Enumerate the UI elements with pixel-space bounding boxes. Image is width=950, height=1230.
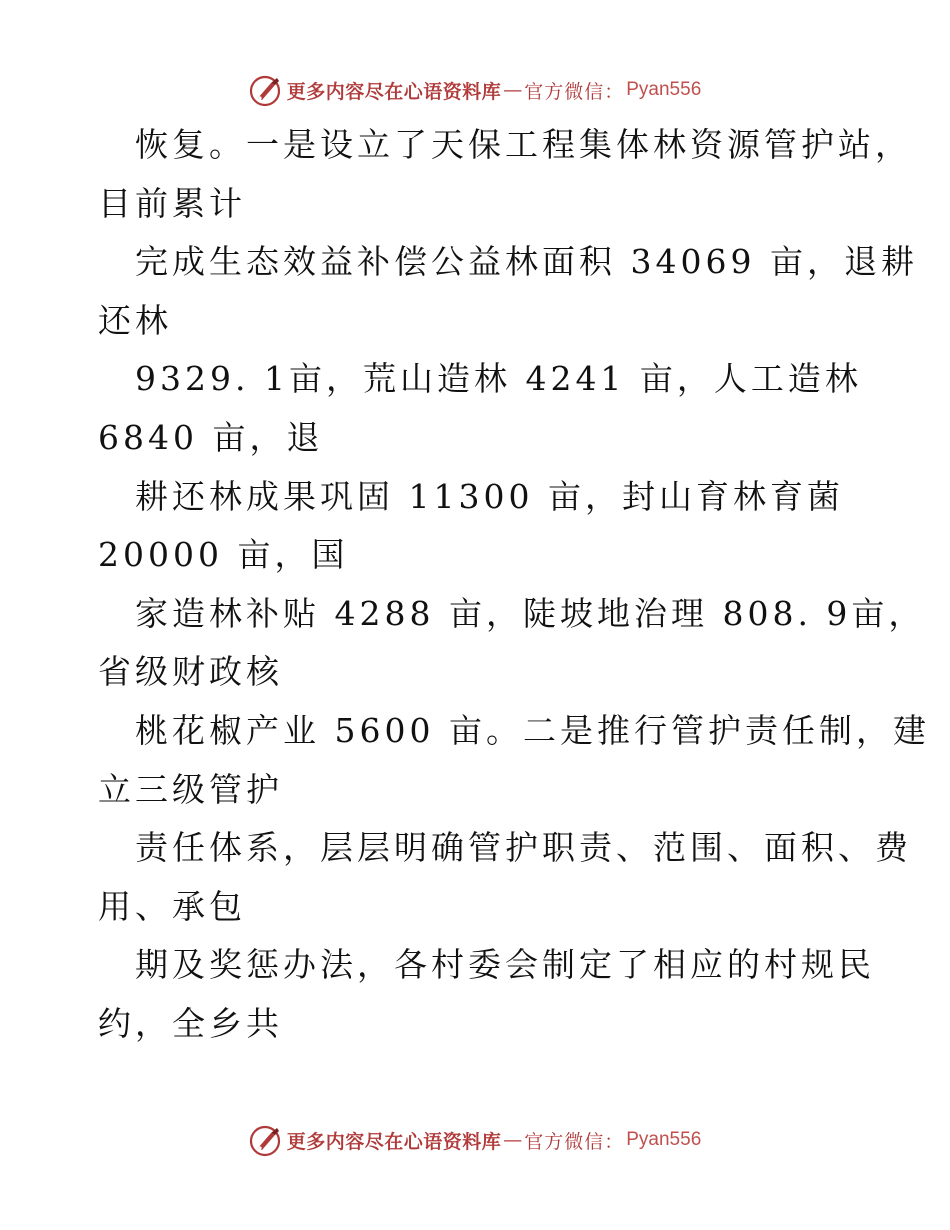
banner-wechat-label: 官方微信：	[524, 80, 625, 103]
body-line: 耕还林成果巩固 11300 亩，封山育林育菌	[135, 476, 844, 516]
document-body	[98, 116, 930, 1054]
body-line: 6840 亩，退	[98, 417, 324, 457]
body-line: 家造林补贴 4288 亩，陡坡地治理 808. 9亩，	[135, 593, 926, 633]
body-line: 约，全乡共	[98, 1003, 283, 1043]
header-banner	[0, 70, 950, 110]
body-line: 9329. 1亩，荒山造林 4241 亩，人工造林	[135, 359, 862, 399]
body-line: 期及奖惩办法，各村委会制定了相应的村规民	[135, 945, 875, 985]
body-line: 20000 亩，国	[98, 535, 349, 575]
banner-wechat-id: Pyan556	[626, 1129, 702, 1150]
body-line: 桃花椒产业 5600 亩。二是推行管护责任制，建	[135, 710, 930, 750]
body-line: 省级财政核	[98, 652, 283, 692]
banner-slogan: 更多内容尽在心语资料库	[286, 1130, 502, 1153]
body-line: 目前累计	[98, 183, 246, 223]
footer-banner	[0, 1120, 950, 1160]
banner-wechat-label: 官方微信：	[524, 1130, 625, 1153]
banner-dash: —	[503, 1129, 523, 1151]
pen-logo-icon	[249, 73, 283, 107]
body-line: 完成生态效益补偿公益林面积 34069 亩，退耕	[135, 242, 918, 282]
body-line: 立三级管护	[98, 769, 283, 809]
body-line: 恢复。一是设立了天保工程集体林资源管护站，	[135, 125, 912, 164]
body-line: 用、承包	[98, 886, 246, 926]
banner-slogan: 更多内容尽在心语资料库	[286, 80, 502, 103]
body-line: 责任体系，层层明确管护职责、范围、面积、费	[135, 828, 912, 868]
body-line: 还林	[98, 300, 172, 340]
banner-dash: —	[503, 79, 523, 101]
pen-logo-icon	[249, 1123, 283, 1157]
banner-wechat-id: Pyan556	[626, 79, 702, 100]
